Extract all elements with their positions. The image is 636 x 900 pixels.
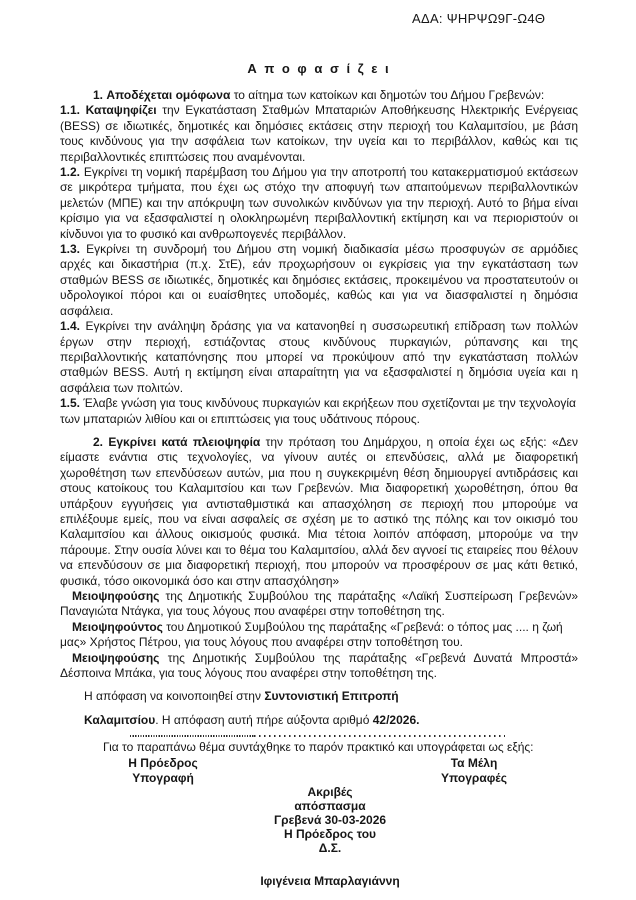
- divider-segment: [130, 735, 254, 737]
- item-text: την Εγκατάσταση Σταθμών Μπαταριών Αποθήκευσης Ηλεκτρικής Ενέργειας (BESS) σε ιδιωτικές, δημοτικές και δημόσιες εκτάσεις στην περιοχή του Καλαμιτσίου, με βάση τους κινδύνους για την ασφάλεια των κατοίκων, την υγεία και το περιβάλλον, καθώς και τις περιβαλλοντικές επιπτώσεις που αναμένονται.: [60, 103, 578, 164]
- notification-text: Η απόφαση να κοινοποιηθεί στην: [84, 689, 261, 704]
- decision-item-1-3: [60, 242, 578, 319]
- minority-text: της Δημοτικής Συμβούλου της παράταξης «Λαϊκή Συσπείρωση Γρεβενών» Παναγιώτα Ντάγκα, για τους λόγους που αναφέρει στην τοποθέτηση της.: [60, 589, 579, 619]
- signature-row: [60, 771, 578, 786]
- president-label: Η Πρόεδρος: [128, 755, 198, 770]
- minority-statement: [60, 620, 578, 651]
- signatures-label: Υπογραφές: [441, 771, 507, 786]
- members-label: Τα Μέλη: [450, 755, 498, 770]
- document-body: [60, 0, 578, 888]
- decision-item-1-2: [60, 165, 578, 242]
- minority-lead: Μειοψηφούσης: [72, 650, 160, 665]
- minority-text: της Δημοτικής Συμβούλου της παράταξης «Γρεβενά Δυνατά Μπροστά» Δέσποινα Μπάκα, για τους λόγους που αναφέρει στην τοποθέτηση της.: [60, 650, 578, 681]
- decision-item-1-1: [60, 103, 578, 165]
- decision-item-2: [60, 435, 578, 589]
- item-number: 1.1.: [60, 103, 81, 118]
- minority-statement: [60, 651, 578, 682]
- item-text: το αίτημα των κατοίκων και δημοτών του Δήμου Γρεβενών:: [233, 88, 545, 102]
- decision-number: 42/2026.: [372, 712, 420, 727]
- item-lead: Εγκρίνει κατά πλειοψηφία: [108, 434, 261, 449]
- dotted-divider: [130, 735, 578, 739]
- cert-line: Η Πρόεδρος του: [283, 826, 377, 841]
- ada-code: ΑΔΑ: ΨΗΡΨΩ9Γ-Ω4Θ: [412, 11, 546, 26]
- item-number: 1.4.: [60, 319, 81, 334]
- signature-titles-row: [60, 756, 578, 771]
- item-text: την πρόταση του Δημάρχου, η οποία έχει ως εξής: «Δεν είμαστε ενάντια στις τεχνολογίες, να γίνουν αυτές οι επενδύσεις, αλλά με διαφορετική χωροθέτηση των επενδύσεων αυτών, μια που η συγκεκριμένη θέση δημιουργεί αντιδράσεις και στους κατοίκους του Καλαμιτσίου και των Γρεβενών. Μια διαφορετική χωροθέτηση, όπου θα υπάρξουν εγγυήσεις για αντισταθμιστικά και απασχόληση σε περιοχή που μπορούμε να επιλέξουμε εμείς, που να είναι ασφαλείς σε σχέση με το αστικό της πόλης και τον οικισμό του Καλαμιτσίου και άλλους οικισμούς φυσικά. Μια τέτοια λοιπόν απόφαση, μπορούμε να την πάρουμε. Στην ουσία λύνει και το θέμα του Καλαμιτσίου, αλλά δεν αγνοεί τις εταιρείες που θέλουν να επενδύσουν σε μια διαφορετική περιοχή, που μπορούν να προσφέρουν σε μας κάτι θετικό, φυσικά, τόσο οικονομικά όσο και στην απασχόληση»: [60, 434, 578, 588]
- item-number: 1.5.: [60, 396, 81, 411]
- item-number: 1.: [93, 88, 104, 102]
- divider-segment: [254, 735, 505, 737]
- decision-item-1-4: [60, 319, 578, 396]
- certification-block: [60, 786, 578, 855]
- decision-item-1-5: [60, 396, 578, 427]
- minority-lead: Μειοψηφούσης: [72, 589, 160, 603]
- signature-label: Υπογραφή: [132, 771, 194, 786]
- notification-line: [60, 689, 578, 704]
- item-lead: Καταψηφίζει: [85, 103, 157, 118]
- president-name: Ιφιγένεια Μπαρλαγιάννη: [260, 874, 400, 889]
- decision-title: Α π ο φ α σ ί ζ ε ι: [247, 61, 391, 76]
- minority-text: του Δημοτικού Συμβούλου της παράταξης «Γρεβενά: ο τόπος μας .... η ζωή μας» Χρήστος Πέτρου, για τους λόγους που αναφέρει στην τοποθέτηση του.: [60, 619, 563, 650]
- location-name: Καλαμιτσίου: [84, 712, 156, 727]
- cert-line: Γρεβενά 30-03-2026: [273, 813, 387, 828]
- serial-number-line: [60, 713, 578, 728]
- closing-statement: Για το παραπάνω θέμα συντάχθηκε το παρόν πρακτικό και υπογράφεται ως εξής:: [103, 740, 534, 755]
- minority-statement: [60, 589, 578, 620]
- item-number: 1.2.: [60, 165, 81, 180]
- committee-name: Συντονιστική Επιτροπή: [264, 689, 399, 704]
- item-text: Εγκρίνει τη νομική παρέμβαση του Δήμου για την αποτροπή του κατακερματισμού εκτάσεων σε μικρότερα τμήματα, που έχει ως στόχο την αποφυγή των απαιτούμενων περιβαλλοντικών μελετών (ΜΠΕ) και την απόκρυψη των συνολικών κινδύνων για την περιοχή. Αυτό το βήμα είναι κρίσιμο για να εξασφαλιστεί η ολοκληρωμένη περιβαλλοντική εκτίμηση και να περιοριστούν οι κίνδυνοι για το φυσικό και ανθρωπογενές περιβάλλον.: [60, 165, 578, 241]
- serial-text: . Η απόφαση αυτή πήρε αύξοντα αριθμό: [155, 712, 370, 727]
- minority-lead: Μειοψηφούντος: [72, 619, 163, 634]
- cert-line: Ακριβές: [307, 785, 353, 800]
- cert-line: απόσπασμα: [294, 799, 366, 814]
- item-text: Εγκρίνει τη συνδρομή του Δήμου στη νομική διαδικασία μέσω προσφυγών σε αρμόδιες αρχές και δικαστήρια (π.χ. ΣτΕ), εάν προχωρήσουν οι εγκρίσεις για την εγκατάσταση των σταθμών BESS σε ιδιωτικές, δημοτικές και δημόσιες εκτάσεις, προκειμένου να προστατευτούν οι υδρολογικοί πόροι και οι ευαίσθητες υποδομές, καθώς και για να διασφαλιστεί η δημόσια ασφάλεια.: [60, 242, 578, 318]
- item-number: 1.3.: [60, 242, 81, 257]
- cert-line: Δ.Σ.: [318, 840, 342, 855]
- decision-item-1: [60, 88, 578, 103]
- item-lead: Αποδέχεται ομόφωνα: [106, 88, 231, 102]
- item-text: Εγκρίνει την ανάληψη δράσης για να κατανοηθεί η συσσωρευτική επίδραση των πολλών έργων στην περιοχή, εστιάζοντας στους κινδύνους πυρκαγιών, ρύπανσης και της περιβαλλοντικής καταπόνησης που μπορεί να προκύψουν από την εγκατάσταση πολλών σταθμών BESS. Αυτή η εκτίμηση είναι απαραίτητη για να εξασφαλιστεί η δημόσια υγεία και η ασφάλεια των πολιτών.: [60, 319, 578, 395]
- item-text: Έλαβε γνώση για τους κινδύνους πυρκαγιών και εκρήξεων που σχετίζονται με την τεχνολογία των μπαταριών λιθίου και οι επιπτώσεις για τους υδάτινους πόρους.: [60, 396, 576, 426]
- item-number: 2.: [93, 434, 104, 449]
